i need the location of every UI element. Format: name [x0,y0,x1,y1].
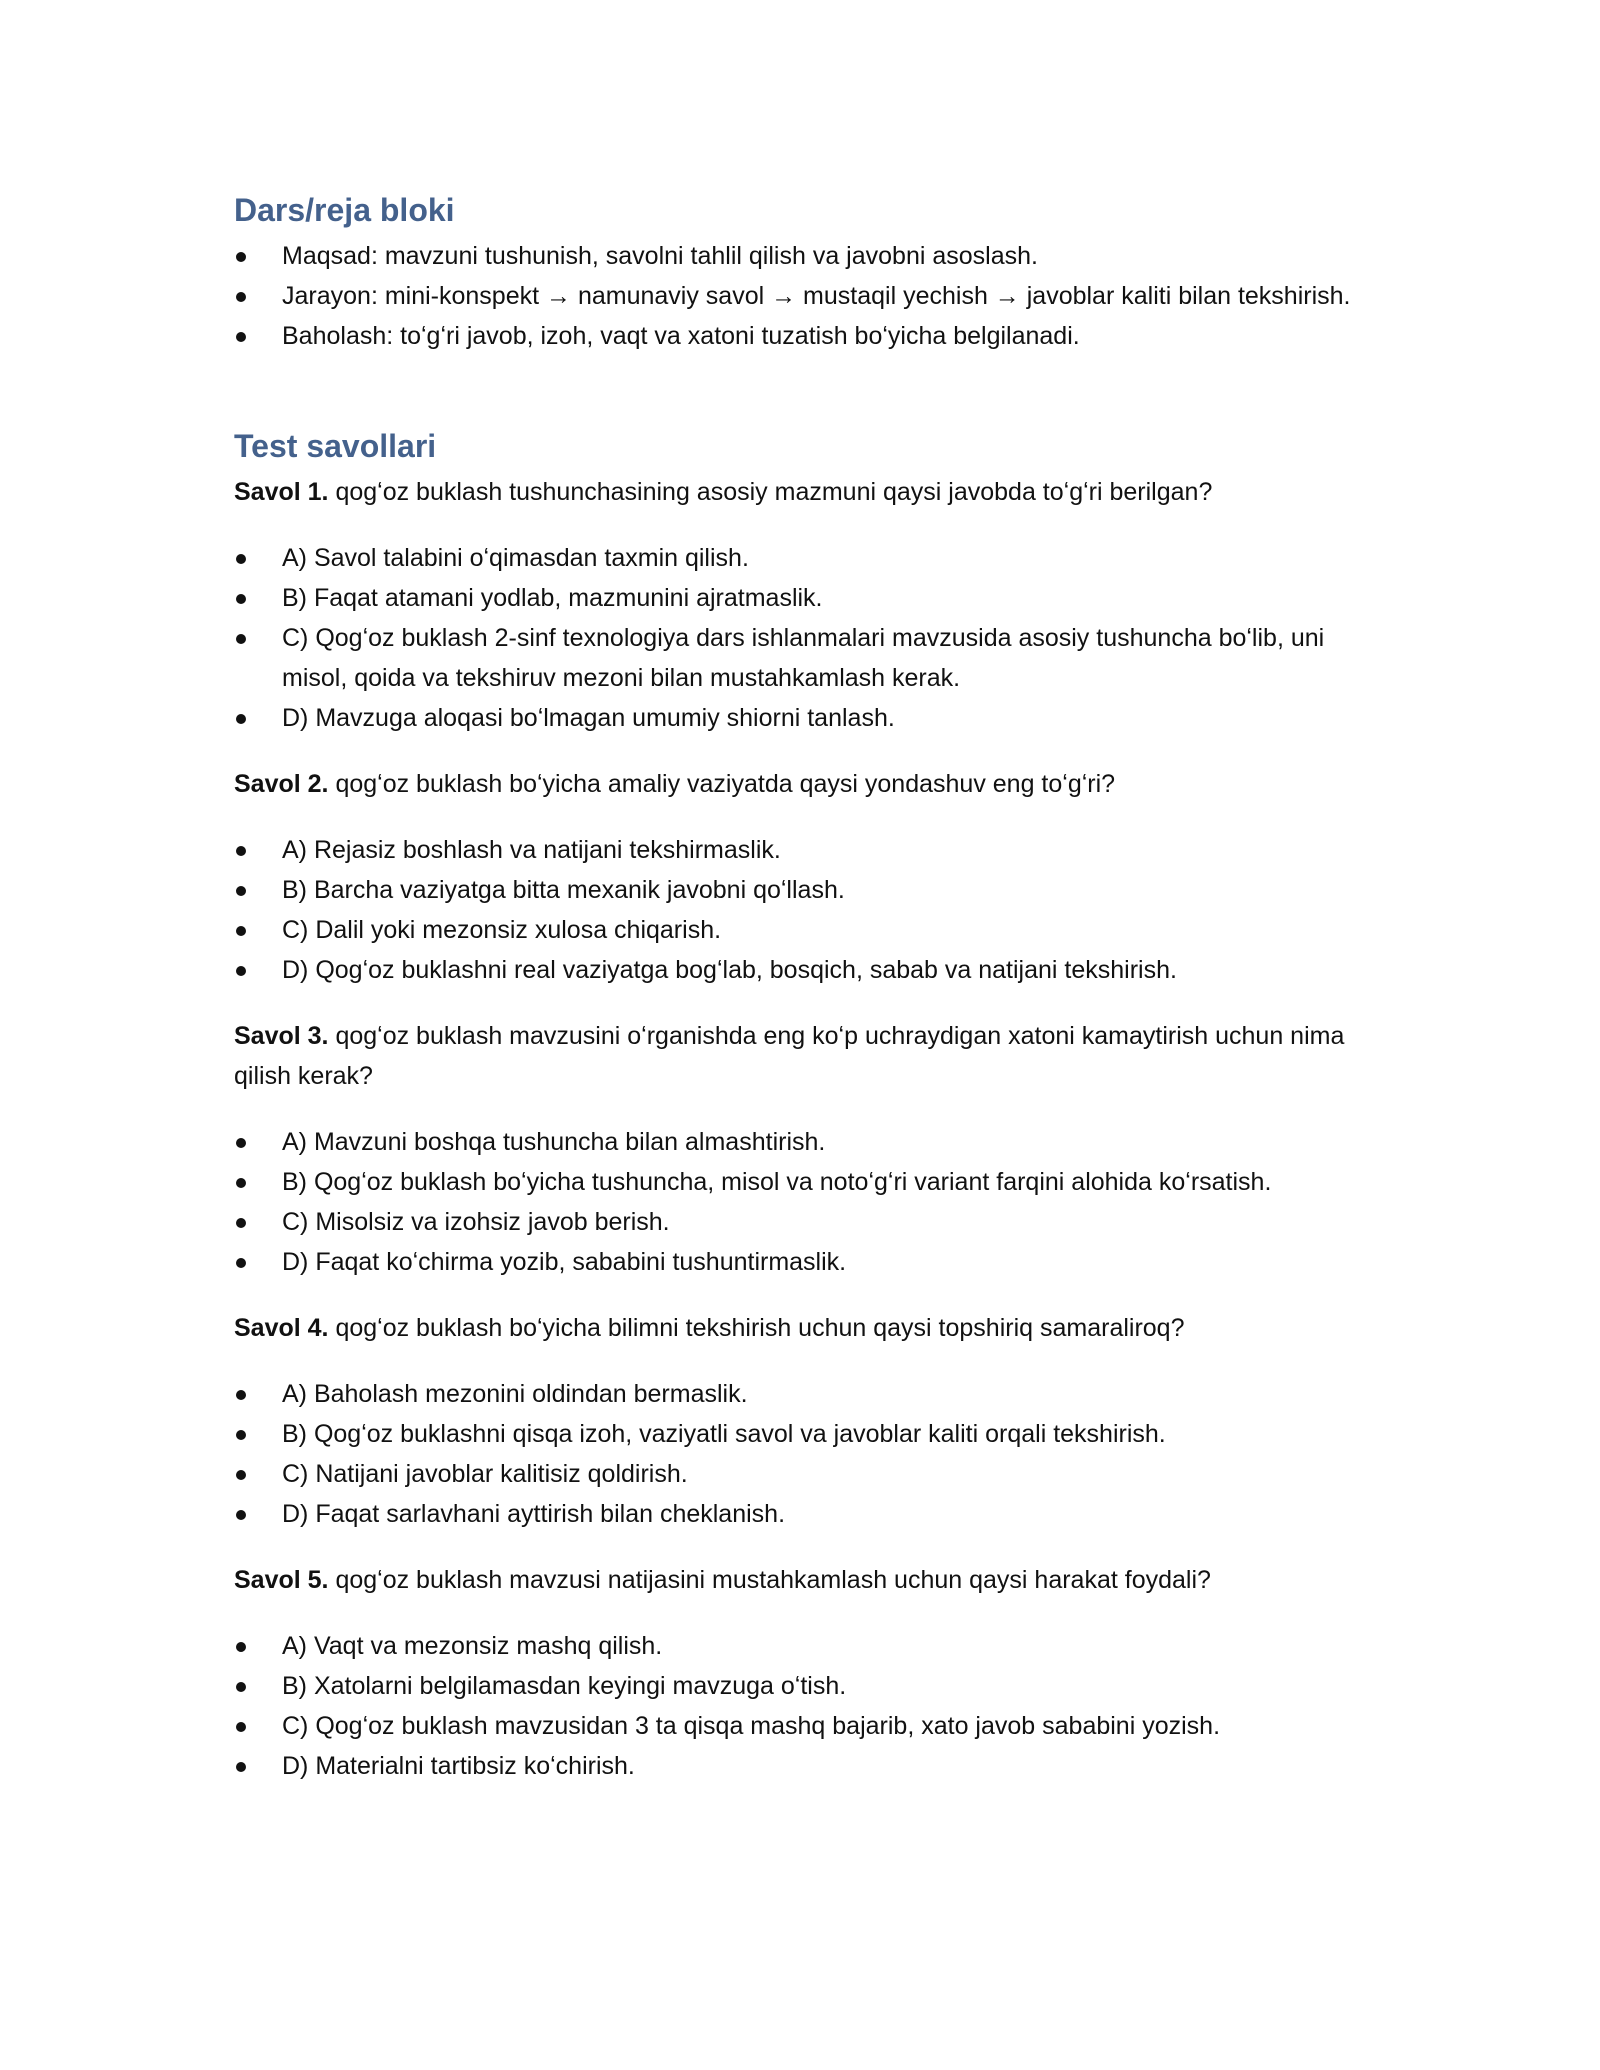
answer-options [234,1626,1364,1786]
bullet-icon [236,1430,246,1440]
lesson-block-item [234,316,1364,356]
answer-option [234,1122,1364,1162]
question-body: qogʻoz buklash mavzusi natijasini mustahkamlash uchun qaysi harakat foydali? [328,1566,1211,1594]
bullet-icon [236,1470,246,1480]
question-body: qogʻoz buklash tushunchasining asosiy mazmuni qaysi javobda toʻgʻri berilgan? [328,478,1213,506]
lesson-block-heading: Dars/reja bloki [234,192,455,228]
answer-option [234,1454,1364,1494]
bullet-icon [236,714,246,724]
answer-option [234,698,1364,738]
tests-heading: Test savollari [234,428,437,464]
answer-option-text: C) Qogʻoz buklash 2-sinf texnologiya dars ishlanmalari mavzusida asosiy tushuncha boʻlib, uni misol, qoida va tekshiruv mezoni bilan mustahkamlash kerak. [282,624,1325,692]
bullet-icon [236,1510,246,1520]
answer-option-text: A) Savol talabini oʻqimasdan taxmin qilish. [282,544,749,572]
answer-option [234,830,1364,870]
question-body: qogʻoz buklash boʻyicha amaliy vaziyatda qaysi yondashuv eng toʻgʻri? [328,770,1116,798]
question-label: Savol 3. [234,1022,329,1050]
lesson-block-list [234,236,1364,356]
bullet-icon [236,1682,246,1692]
answer-option [234,950,1364,990]
question-text [234,1308,1364,1348]
bullet-icon [236,1390,246,1400]
question-label: Savol 5. [234,1566,329,1594]
bullet-icon [236,1138,246,1148]
answer-option-text: B) Qogʻoz buklashni qisqa izoh, vaziyatli savol va javoblar kaliti orqali tekshirish. [282,1420,1166,1448]
bullet-icon [236,332,246,342]
answer-option [234,1626,1364,1666]
question-block [234,1560,1364,1786]
answer-option-text: A) Vaqt va mezonsiz mashq qilish. [282,1632,663,1660]
answer-option [234,1746,1364,1786]
answer-option-text: B) Barcha vaziyatga bitta mexanik javobni qoʻllash. [282,876,845,904]
bullet-icon [236,292,246,302]
bullet-icon [236,252,246,262]
answer-option [234,1666,1364,1706]
bullet-icon [236,966,246,976]
answer-option [234,618,1364,698]
bullet-icon [236,554,246,564]
answer-options [234,1122,1364,1282]
answer-option [234,1494,1364,1534]
question-text [234,764,1364,804]
question-text [234,1560,1364,1600]
bullet-icon [236,926,246,936]
answer-option [234,1162,1364,1202]
lesson-block-item [234,236,1364,276]
answer-option-text: C) Dalil yoki mezonsiz xulosa chiqarish. [282,916,722,944]
answer-option [234,1202,1364,1242]
lesson-block-item-text: Baholash: toʻgʻri javob, izoh, vaqt va xatoni tuzatish boʻyicha belgilanadi. [282,322,1080,350]
bullet-icon [236,1258,246,1268]
answer-options [234,830,1364,990]
answer-option [234,538,1364,578]
answer-option-text: B) Faqat atamani yodlab, mazmunini ajratmaslik. [282,584,823,612]
bullet-icon [236,1722,246,1732]
answer-option-text: D) Mavzuga aloqasi boʻlmagan umumiy shiorni tanlash. [282,704,895,732]
answer-option [234,1242,1364,1282]
answer-option-text: B) Xatolarni belgilamasdan keyingi mavzuga oʻtish. [282,1672,847,1700]
bullet-icon [236,1218,246,1228]
answer-option-text: A) Mavzuni boshqa tushuncha bilan almashtirish. [282,1128,826,1156]
answer-option [234,578,1364,618]
answer-option-text: B) Qogʻoz buklash boʻyicha tushuncha, misol va notoʻgʻri variant farqini alohida koʻrsatish. [282,1168,1272,1196]
answer-option-text: D) Faqat sarlavhani ayttirish bilan cheklanish. [282,1500,786,1528]
question-label: Savol 2. [234,770,329,798]
answer-option [234,870,1364,910]
question-block [234,1308,1364,1534]
document-page [234,184,1364,1812]
answer-option-text: D) Materialni tartibsiz koʻchirish. [282,1752,635,1780]
question-label: Savol 1. [234,478,329,506]
question-body: qogʻoz buklash mavzusini oʻrganishda eng koʻp uchraydigan xatoni kamaytirish uchun nima qilish kerak? [234,1022,1345,1090]
answer-option [234,1706,1364,1746]
question-block [234,764,1364,990]
bullet-icon [236,846,246,856]
answer-option-text: C) Natijani javoblar kalitisiz qoldirish. [282,1460,688,1488]
answer-option-text: C) Qogʻoz buklash mavzusidan 3 ta qisqa mashq bajarib, xato javob sababini yozish. [282,1712,1221,1740]
answer-option [234,910,1364,950]
answer-option-text: D) Qogʻoz buklashni real vaziyatga bogʻlab, bosqich, sabab va natijani tekshirish. [282,956,1177,984]
answer-option-text: C) Misolsiz va izohsiz javob berish. [282,1208,670,1236]
question-block [234,1016,1364,1282]
question-body: qogʻoz buklash boʻyicha bilimni tekshirish uchun qaysi topshiriq samaraliroq? [328,1314,1185,1342]
bullet-icon [236,1178,246,1188]
question-label: Savol 4. [234,1314,329,1342]
answer-option-text: A) Rejasiz boshlash va natijani tekshirmaslik. [282,836,781,864]
answer-option-text: A) Baholash mezonini oldindan bermaslik. [282,1380,748,1408]
bullet-icon [236,1762,246,1772]
answer-option [234,1414,1364,1454]
lesson-block-item-text: Jarayon: mini-konspekt → namunaviy savol → mustaqil yechish → javoblar kaliti bilan tekshirish. [282,282,1351,310]
bullet-icon [236,886,246,896]
answer-options [234,1374,1364,1534]
bullet-icon [236,594,246,604]
bullet-icon [236,634,246,644]
question-block [234,472,1364,738]
bullet-icon [236,1642,246,1652]
answer-option [234,1374,1364,1414]
lesson-block-item-text: Maqsad: mavzuni tushunish, savolni tahlil qilish va javobni asoslash. [282,242,1038,270]
question-text [234,1016,1364,1096]
answer-options [234,538,1364,738]
lesson-block-item [234,276,1364,316]
answer-option-text: D) Faqat koʻchirma yozib, sababini tushuntirmaslik. [282,1248,847,1276]
question-text [234,472,1364,512]
